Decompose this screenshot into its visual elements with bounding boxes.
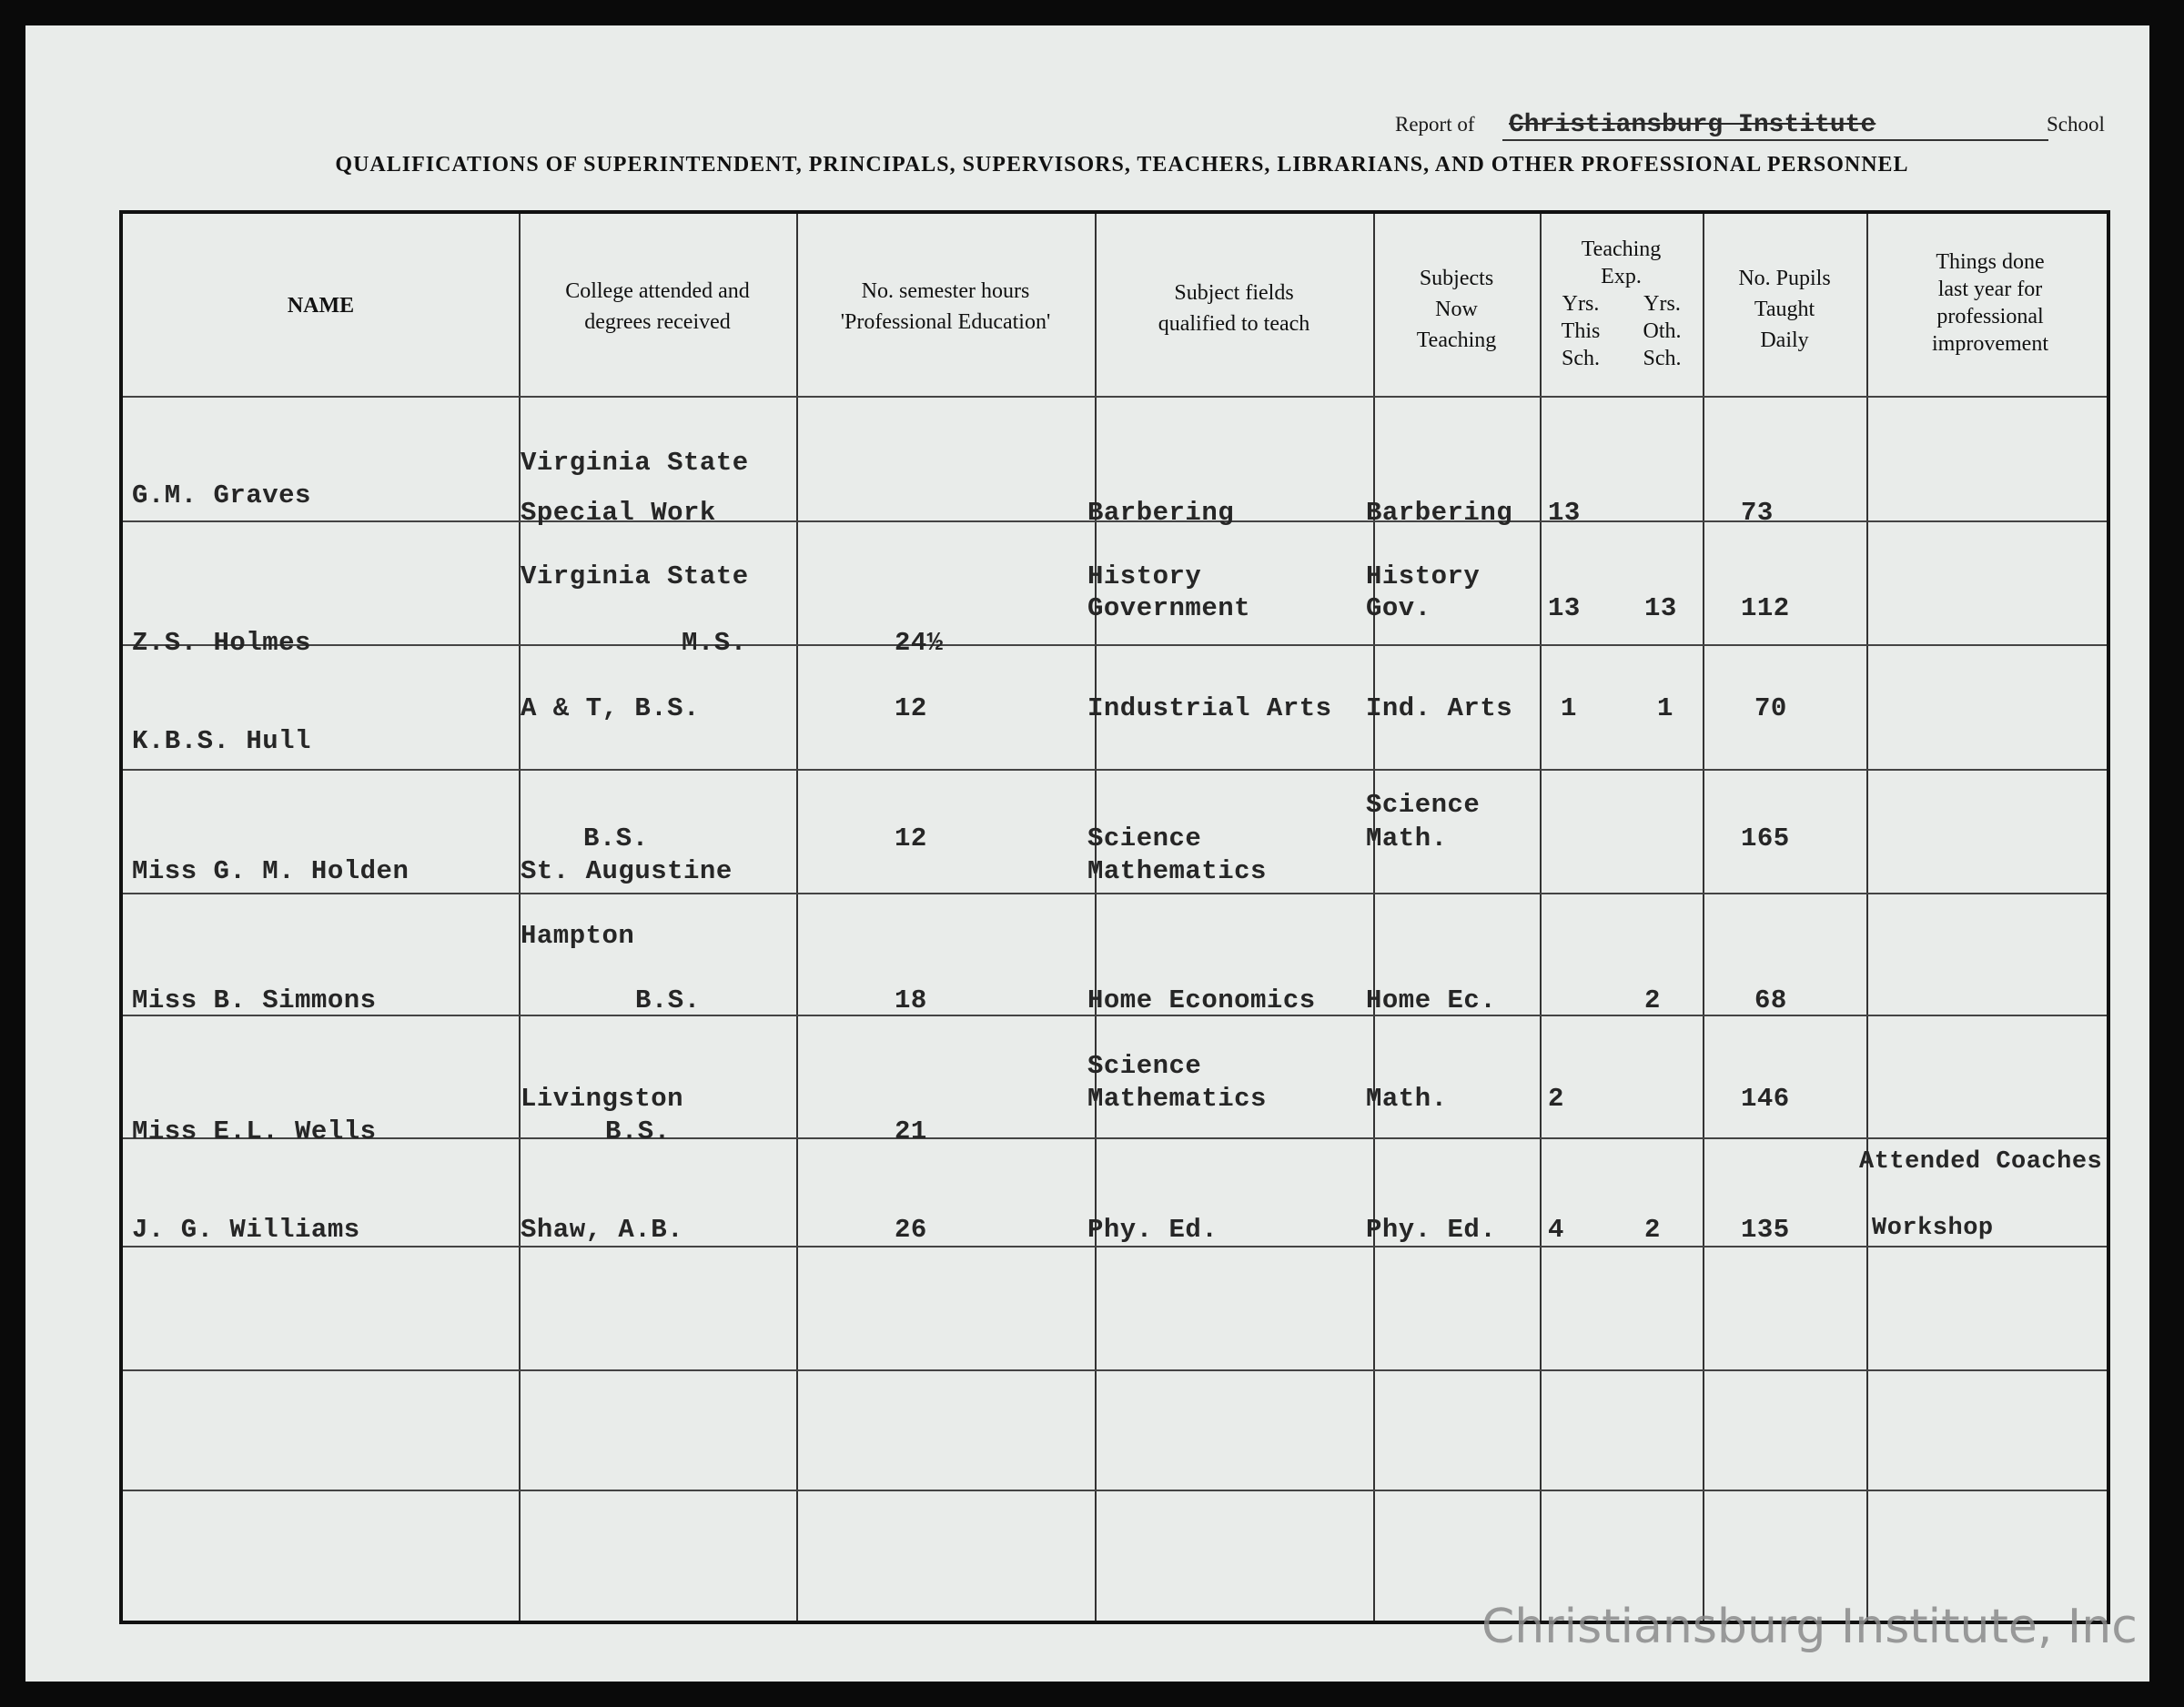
row-pupils: 68 — [1754, 985, 1787, 1015]
header-line: degrees received — [584, 310, 731, 334]
report-suffix: School — [2047, 113, 2105, 136]
header-line: Things done — [1936, 250, 2045, 274]
row-subject-now: Math. — [1366, 823, 1448, 854]
header-line: No. semester hours — [861, 279, 1030, 303]
row-hours: 24½ — [895, 628, 944, 658]
header-teaching-exp — [1540, 236, 1703, 290]
header-divider — [123, 396, 2107, 398]
header-line: 'Professional Education' — [840, 310, 1051, 334]
row-name: Z.S. Holmes — [132, 628, 311, 658]
row-subject-now: Barbering — [1366, 498, 1513, 528]
header-line: Subjects — [1419, 267, 1494, 290]
header-college — [519, 276, 796, 338]
header-pupils — [1703, 263, 1866, 356]
header-line: Yrs. — [1562, 292, 1600, 316]
row-college: B.S. — [583, 823, 649, 854]
header-line: Yrs. — [1643, 292, 1681, 316]
header-line: Sch. — [1643, 347, 1682, 370]
row-subject-field: History — [1087, 561, 1202, 591]
row-pupils: 146 — [1741, 1084, 1790, 1114]
header-hours — [796, 276, 1095, 338]
row-subject-now: Home Ec. — [1366, 985, 1497, 1015]
row-pupils: 112 — [1741, 593, 1790, 623]
column-divider — [1540, 214, 1542, 1621]
row-subject-field: Mathematics — [1087, 1084, 1267, 1114]
school-name: Christiansburg Institute — [1509, 111, 1876, 139]
header-line: qualified to teach — [1158, 312, 1310, 336]
header-line: Sch. — [1562, 347, 1600, 370]
row-subject-field: Industrial Arts — [1087, 693, 1332, 723]
row-college: A & T, B.S. — [521, 693, 700, 723]
row-divider — [123, 1246, 2107, 1247]
row-pupils: 70 — [1754, 693, 1787, 723]
header-line: College attended and — [565, 279, 750, 303]
header-improvement — [1866, 248, 2114, 358]
row-improvement: Attended Coaches — [1859, 1148, 2103, 1176]
row-subject-field: Science — [1087, 823, 1202, 854]
row-yrs-oth: 1 — [1657, 693, 1673, 723]
row-college: St. Augustine — [521, 856, 733, 886]
row-divider — [123, 1369, 2107, 1371]
row-subject-field: Mathematics — [1087, 856, 1267, 886]
row-college: B.S. — [605, 1116, 671, 1146]
header-line: Taught — [1754, 298, 1815, 321]
row-yrs-oth: 13 — [1644, 593, 1677, 623]
row-hours: 21 — [895, 1116, 927, 1146]
row-college: Virginia State — [521, 448, 749, 478]
row-divider — [123, 769, 2107, 771]
row-subject-field: Phy. Ed. — [1087, 1215, 1218, 1245]
row-hours: 12 — [895, 823, 927, 854]
row-improvement: Workshop — [1872, 1215, 1994, 1242]
header-line: Teaching — [1416, 328, 1497, 352]
header-line: This — [1561, 319, 1601, 343]
header-line: Now — [1435, 298, 1478, 321]
row-subject-field: Home Economics — [1087, 985, 1316, 1015]
row-name: Miss E.L. Wells — [132, 1116, 377, 1146]
qualifications-table — [119, 210, 2110, 1624]
row-college: Virginia State — [521, 561, 749, 591]
row-subject-now: Science — [1366, 790, 1481, 820]
row-divider — [123, 1137, 2107, 1139]
row-name: Miss B. Simmons — [132, 985, 377, 1015]
header-yrs-oth — [1622, 290, 1703, 372]
report-prefix: Report of — [1395, 113, 1475, 136]
column-divider — [1095, 214, 1097, 1621]
header-subjects-now — [1373, 263, 1540, 356]
column-divider — [796, 214, 798, 1621]
column-divider — [1373, 214, 1375, 1621]
form-title: QUALIFICATIONS OF SUPERINTENDENT, PRINCIPALS, SUPERVISORS, TEACHERS, LIBRARIANS, AND OTHER PROFESSIONAL PERSONNEL — [335, 153, 1909, 177]
row-yrs-this: 13 — [1548, 498, 1581, 528]
row-yrs-this: 13 — [1548, 593, 1581, 623]
row-subject-now: Gov. — [1366, 593, 1431, 623]
header-line: Exp. — [1601, 265, 1642, 288]
header-line: last year for — [1937, 278, 2043, 301]
report-underline — [1502, 139, 2048, 141]
header-line: No. Pupils — [1738, 267, 1831, 290]
header-name: NAME — [287, 294, 355, 318]
row-pupils: 73 — [1741, 498, 1774, 528]
row-college: Special Work — [521, 498, 716, 528]
row-divider — [123, 893, 2107, 894]
row-yrs-oth: 2 — [1644, 1215, 1661, 1245]
header-line: Daily — [1760, 328, 1809, 352]
header-line: Teaching — [1581, 237, 1662, 261]
row-name: G.M. Graves — [132, 480, 311, 510]
row-college: Shaw, A.B. — [521, 1215, 684, 1245]
row-subject-field: Science — [1087, 1051, 1202, 1081]
form-sheet — [25, 25, 2149, 1682]
row-pupils: 165 — [1741, 823, 1790, 854]
row-subject-field: Government — [1087, 593, 1251, 623]
header-line: professional — [1936, 305, 2044, 328]
row-hours: 12 — [895, 693, 927, 723]
row-yrs-oth: 2 — [1644, 985, 1661, 1015]
row-college: Livingston — [521, 1084, 684, 1114]
row-name: Miss G. M. Holden — [132, 856, 410, 886]
row-subject-now: Math. — [1366, 1084, 1448, 1114]
row-college: Hampton — [521, 921, 635, 951]
row-college: M.S. — [682, 628, 747, 658]
row-yrs-this: 1 — [1561, 693, 1577, 723]
column-divider — [1866, 214, 1868, 1621]
row-pupils: 135 — [1741, 1215, 1790, 1245]
row-hours: 18 — [895, 985, 927, 1015]
row-hours: 26 — [895, 1215, 927, 1245]
row-divider — [123, 644, 2107, 646]
row-college: B.S. — [635, 985, 701, 1015]
row-subject-field: Barbering — [1087, 498, 1235, 528]
row-yrs-this: 4 — [1548, 1215, 1564, 1245]
column-divider — [1703, 214, 1704, 1621]
header-yrs-this — [1540, 290, 1622, 372]
column-divider — [519, 214, 521, 1621]
row-subject-now: Ind. Arts — [1366, 693, 1513, 723]
header-line: improvement — [1932, 332, 2048, 356]
row-yrs-this: 2 — [1548, 1084, 1564, 1114]
watermark: Christiansburg Institute, Inc — [1481, 1600, 2138, 1654]
row-divider — [123, 1490, 2107, 1491]
row-name: K.B.S. Hull — [132, 726, 311, 756]
row-subject-now: History — [1366, 561, 1481, 591]
row-name: J. G. Williams — [132, 1215, 360, 1245]
header-subject-fields — [1095, 278, 1373, 339]
header-line: Subject fields — [1174, 281, 1294, 305]
header-line: Oth. — [1643, 319, 1682, 343]
row-subject-now: Phy. Ed. — [1366, 1215, 1497, 1245]
